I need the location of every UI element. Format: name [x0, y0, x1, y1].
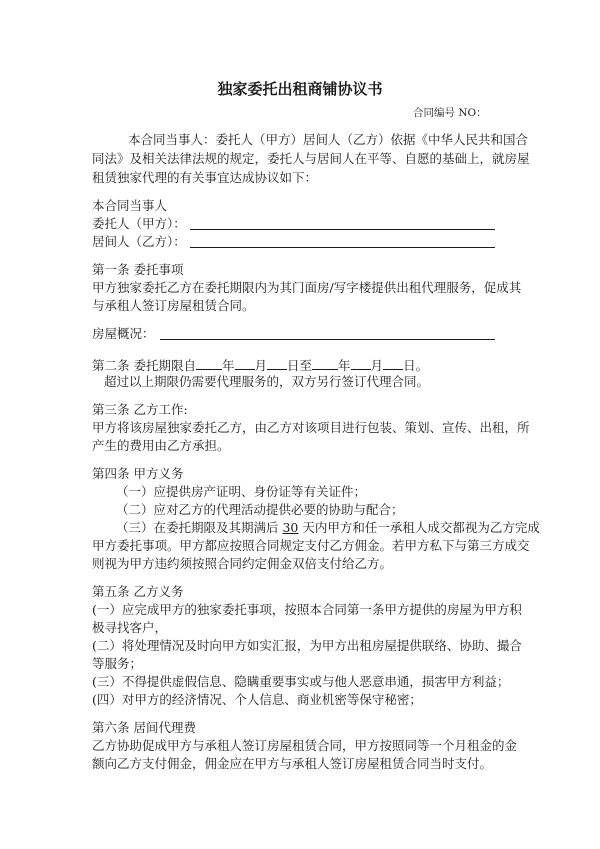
article-4-item-1: （一）应提供房产证明、身份证等有关证件；: [116, 484, 367, 499]
parties-heading: 本合同当事人: [92, 198, 168, 213]
article-4-heading: 第四条 甲方义务: [92, 466, 184, 481]
article-4-item-3-post: 天内甲方和任一承租人成交都视为乙方完成: [298, 520, 540, 535]
article-4-days: 30: [282, 520, 299, 535]
article-4-item-3-line-2: 甲方委托事项。甲方都应按照合同规定支付乙方佣金。若甲方私下与第三方成交: [92, 538, 530, 553]
month-label: 月: [254, 358, 268, 373]
article-3-line-2: 产生的费用由乙方承担。: [92, 438, 230, 453]
article-1-line-1: 甲方独家委托乙方在委托期限内为其门面房/写字楼提供出租代理服务，促成其: [92, 280, 522, 295]
article-5-item-1-line-1: (一）应完成甲方的独家委托事项，按照本合同第一条甲方提供的房屋为甲方积: [92, 602, 522, 617]
article-2-line-2: 超过以上期限仍需要代理服务的，双方另行签订代理合同。: [104, 374, 430, 389]
party-b-blank: [190, 247, 495, 248]
article-5-item-4: (四）对甲方的经济情况、个人信息、商业机密等保守秘密；: [92, 692, 422, 707]
party-a-label: 委托人（甲方）：: [92, 216, 186, 231]
article-1-line-2: 与承租人签订房屋租赁合同。: [92, 298, 255, 313]
article-4-item-2: （二）应对乙方的代理活动提供必要的协助与配合；: [116, 502, 404, 517]
article-4-item-3: [116, 520, 540, 535]
party-a-blank: [190, 229, 495, 230]
article-4-item-3-line-3: 则视为甲方违约须按照合同约定佣金双倍支付给乙方。: [92, 556, 393, 571]
property-overview-blank: [160, 339, 495, 340]
article-5-item-3: (三）不得提供虚假信息、隐瞒重要事实或与他人恶意串通，损害甲方利益；: [92, 674, 510, 689]
end-year-blank: [312, 356, 338, 370]
article-3-heading: 第三条 乙方工作:: [92, 402, 188, 417]
article-6-heading: 第六条 居间代理费: [92, 720, 196, 735]
intro-line-3: 租赁独家代理的有关事宜达成协议如下：: [92, 170, 318, 185]
end-month-blank: [351, 356, 371, 370]
article-5-item-2-line-2: 等服务；: [92, 656, 143, 671]
intro-line-2: 同法》及相关法律法规的规定，委托人与居间人在平等、自愿的基础上，就房屋: [92, 151, 530, 166]
article-6-line-1: 乙方协助促成甲方与承租人签订房屋租赁合同，甲方按照同等一个月租金的金: [92, 738, 518, 753]
article-5-item-2-line-1: (二）将处理情况及时向甲方如实汇报，为甲方出租房屋提供联络、协助、撮合: [92, 638, 522, 653]
day-to-label: 日至: [287, 358, 313, 373]
article-6-line-2: 额向乙方支付佣金，佣金应在甲方与承租人签订房屋租赁合同当时支付。: [92, 756, 493, 771]
start-day-blank: [267, 356, 287, 370]
end-day-blank: [383, 356, 403, 370]
article-5-heading: 第五条 乙方义务: [92, 584, 184, 599]
month2-label: 月: [370, 358, 384, 373]
article-1-heading: 第一条 委托事项: [92, 262, 184, 277]
article-2-period: [92, 356, 428, 373]
party-b-label: 居间人（乙方）：: [92, 234, 186, 249]
article-3-line-1: 甲方将该房屋独家委托乙方，由乙方对该项目进行包装、策划、宣传、出租，所: [92, 420, 530, 435]
start-year-blank: [196, 356, 222, 370]
article-2-prefix: 第二条 委托期限自: [92, 358, 196, 373]
year2-label: 年: [338, 358, 351, 373]
article-5-item-1-line-2: 极寻找客户，: [92, 620, 168, 635]
article-4-item-3-pre: （三）在委托期限及其期满后: [116, 520, 283, 535]
property-overview-label: 房屋概况：: [92, 326, 155, 341]
document-title: 独家委托出租商铺协议书: [217, 80, 383, 98]
start-month-blank: [235, 356, 255, 370]
intro-line-1: 本合同当事人：委托人（甲方）居间人（乙方）依据《中华人民共和国合: [128, 132, 529, 147]
day-end-label: 日。: [403, 358, 429, 373]
year-label: 年: [221, 358, 235, 373]
contract-number-label: 合同编号 NO：: [413, 107, 487, 119]
